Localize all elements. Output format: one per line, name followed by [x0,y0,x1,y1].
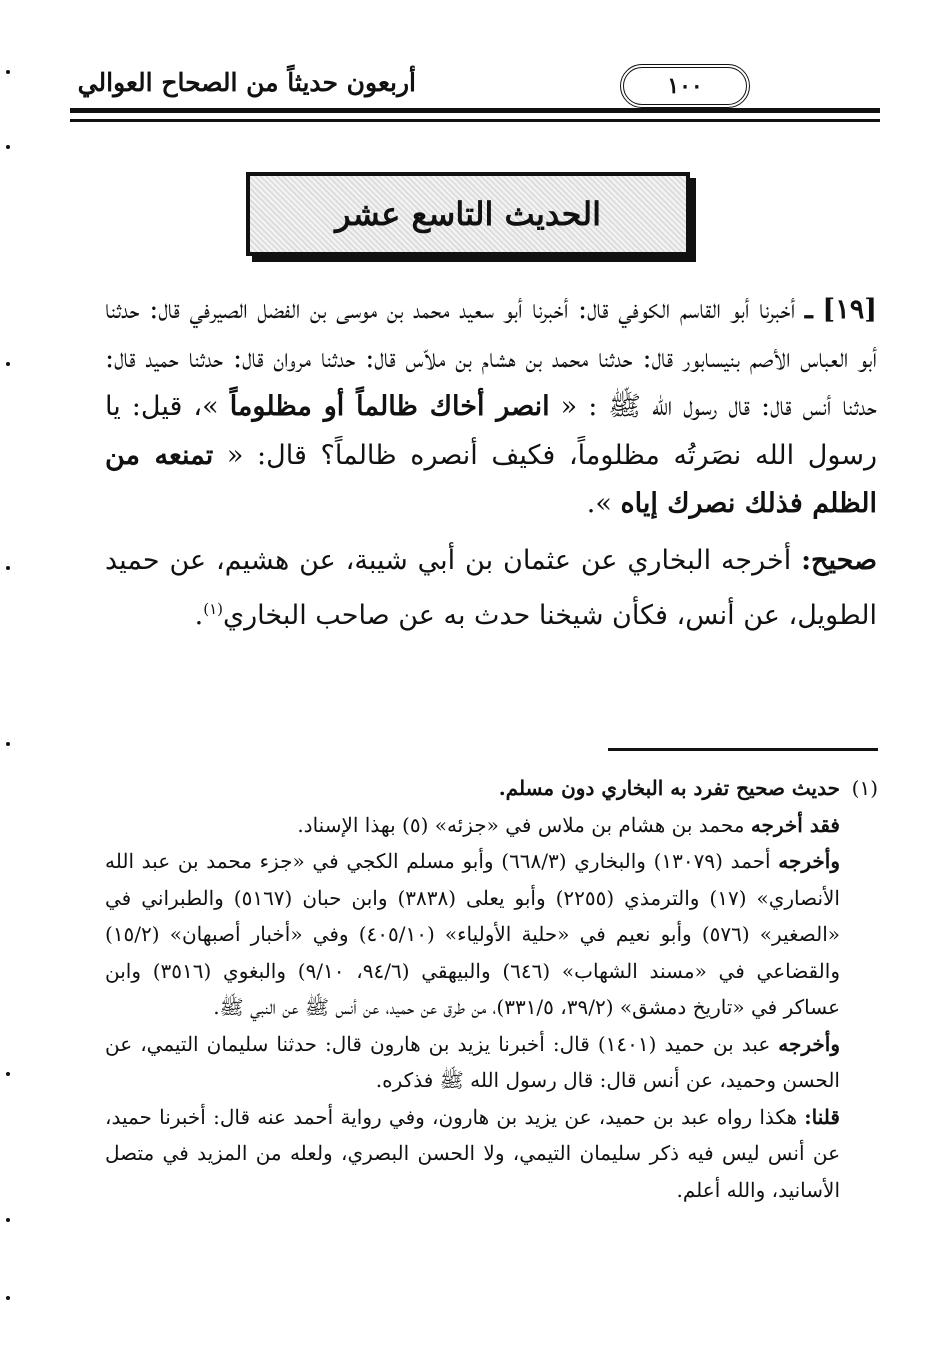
scan-mark [6,70,10,74]
footnote-marker: (١) [851,776,878,800]
chapter-heading-box [246,172,690,256]
grading-paragraph [105,537,877,641]
footnote-label: وأخرجه [778,849,840,873]
hadith-text [105,286,877,641]
scan-mark [6,566,10,570]
scan-mark [6,1296,10,1300]
matn-bold-1: انصر أخاك ظالماً أو مظلوماً [229,391,550,422]
header-rule [70,108,880,122]
footnote-line [105,1099,840,1209]
scan-mark [6,145,10,149]
grading-text: أخرجه البخاري عن عثمان بن أبي شيبة، عن هشيم، عن حميد الطويل، عن أنس، فكأن شيخنا حدث به عن صاحب البخاري [105,544,877,631]
scan-mark [6,362,10,366]
scan-mark [6,1218,10,1222]
footnote-line [105,843,840,1026]
footnote-heading [105,770,840,807]
footnote-text: عبد بن حميد (١٤٠١) قال: أخبرنا يزيد بن هارون قال: حدثنا سليمان التيمي، عن الحسن وحميد، عن أنس قال: قال رسول الله ﷺ فذكره. [105,1031,840,1092]
grading-end: . [194,600,204,631]
page-number: ١٠٠ [620,64,750,108]
matn-mid: »، قيل: يا رسول الله نصَرتُه مظلوماً، فكيف أنصره ظالماً؟ قال: « [105,391,877,471]
footnote-line [105,807,840,844]
matn-bold-2: تمنعه من الظلم فذلك نصرك إياه [105,439,877,519]
footnote-text: أحمد (١٣٠٧٩) والبخاري (٦٦٨/٣) وأبو مسلم الكجي في «جزء محمد بن عبد الله الأنصاري» (١٧) والترمذي (٢٢٥٥) وأبو يعلى (٣٨٣٨) وابن حبان (٥١٦٧) والطبراني في «الصغير» (٥٧٦) وأبو نعيم في «حلية الأولياء» (٤٠٥/١٠) وفي «أخبار أصبهان» (١٥/٢) والقضاعي في «مسند الشهاب» (٦٤٦) والبيهقي (٩٤/٦، ٩/١٠) والبغوي (٣٥١٦) وابن عساكر في «تاريخ دمشق» (٣٩/٢، ٣٣١/٥)، من طرق عن حميد، عن أنس ﷺ عن النبي ﷺ. [105,849,840,1019]
footnote-text: محمد بن هشام بن ملاس في «جزئه» (٥) بهذا الإسناد. [297,812,751,837]
footnote-ref: (١) [203,600,223,618]
hadith-paragraph [105,286,877,529]
scan-mark [6,742,10,746]
running-title: أربعون حديثاً من الصحاح العوالي [77,68,416,97]
footnote-line [105,1026,840,1099]
scan-mark [6,1072,10,1076]
footnote-text: هكذا رواه عبد بن حميد، عن يزيد بن هارون، وفي رواية أحمد عنه قال: أخبرنا حميد، عن أنس ليس فيه ذكر سليمان التيمي، ولا الحسن البصري، ولعله من المزيد في متصل الأسانيد، والله أعلم. [105,1104,840,1202]
footnote-label: فقد أخرجه [750,812,840,837]
grading-label: صحيح: [801,544,877,576]
footnotes [105,770,878,1208]
isnad-text: أخبرنا أبو القاسم الكوفي قال: أخبرنا أبو سعيد محمد بن موسى بن الفضل الصيرفي قال: حدثنا أبو العباس الأصم بنيسابور قال: حدثنا محمد بن هشام بن ملاّس قال: حدثنا مروان قال: حدثنا حميد قال: حدثنا أنس قال: قال رسول الله ﷺ : « [105,294,877,422]
footnote-label: قلنا: [804,1104,840,1129]
footnote-head: حديث صحيح تفرد به البخاري دون مسلم. [498,776,840,800]
footnote-label: وأخرجه [778,1031,840,1056]
hadith-number: [١٩] [822,294,877,325]
chapter-title: الحديث التاسع عشر [335,195,601,233]
hadith-dash: ـ [804,294,813,325]
matn-end: ». [586,488,621,519]
footnote-separator [608,748,878,751]
